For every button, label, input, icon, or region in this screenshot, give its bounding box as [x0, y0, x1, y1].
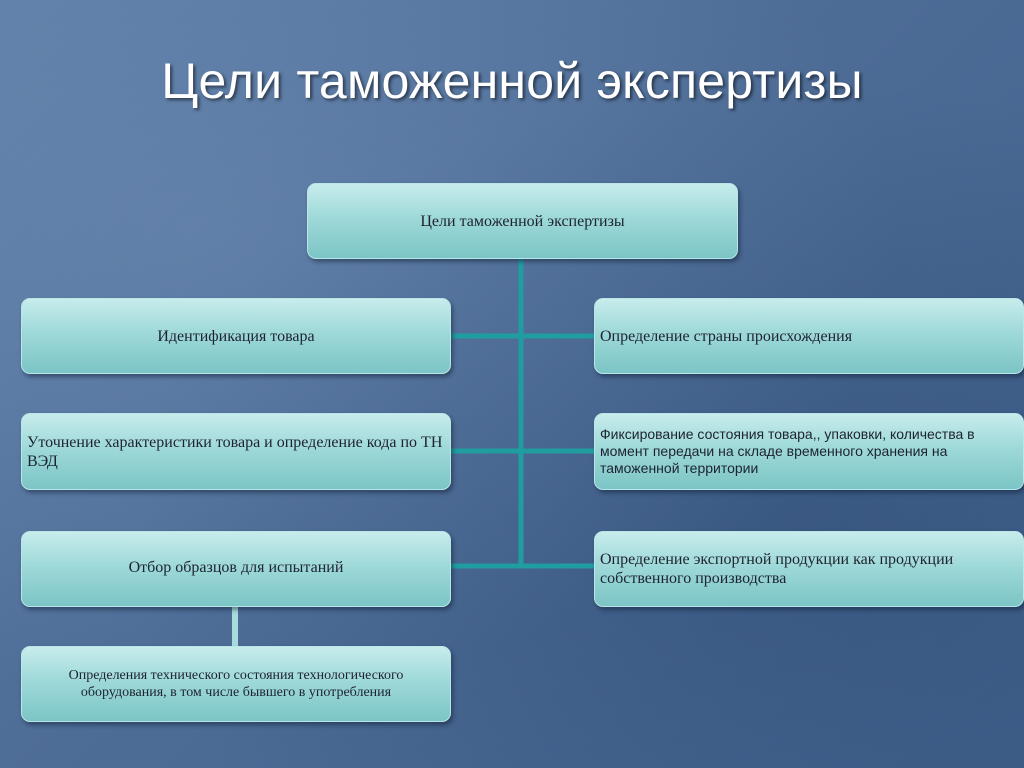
- goal-box-origin: [594, 298, 1024, 374]
- goal-label: Отбор образцов для испытаний: [128, 558, 344, 576]
- goal-label: Идентификация товара: [157, 327, 315, 345]
- goal-box-identification: [21, 298, 451, 374]
- goal-label: Определение страны происхождения: [600, 327, 853, 345]
- root-label: Цели таможенной экспертизы: [420, 212, 625, 230]
- goal-box-export: [594, 531, 1024, 607]
- root-box: [307, 183, 738, 259]
- goal-label: Определение экспортной продукции как продукции собственного производства: [600, 551, 954, 587]
- goal-box-sampling: [21, 531, 451, 607]
- goal-label: Фиксирование состояния товара,, упаковки, количества в момент передачи на складе временного хранения на таможенной территории: [600, 426, 975, 476]
- slide-title: Цели таможенной экспертизы: [161, 53, 863, 109]
- goal-box-classification: [21, 413, 451, 490]
- goal-box-condition: [594, 413, 1024, 490]
- sub-box-equipment: [21, 646, 451, 722]
- sub-label: Определения технического состояния технологического оборудования, в том числе бывшего в употребления: [68, 668, 404, 700]
- goal-label: Уточнение характеристики товара и определение кода по ТН ВЭД: [27, 433, 443, 470]
